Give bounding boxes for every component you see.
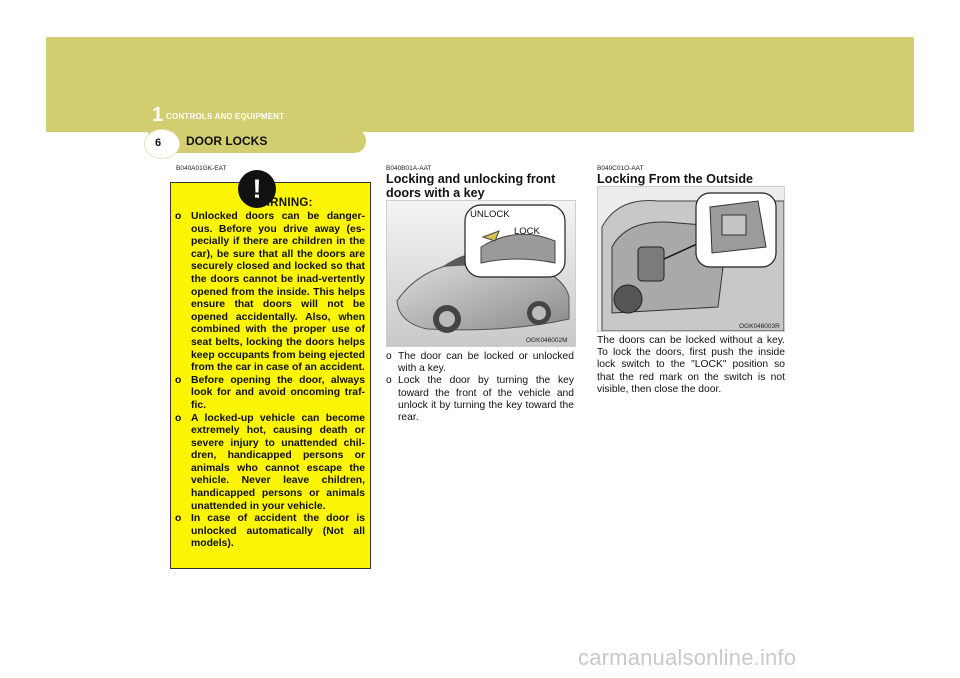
middle-bullets bbox=[386, 351, 574, 424]
warning-item: o Unlocked doors can be danger-ous. Before you drive away (es-pecially if there are children in the car), be sure that all the doors are securely closed and locked so that the doors cannot be inad-vertently opened from the inside. This helps ensure that doors will not be opened accidentally. Also, when combined with the proper use of seat belts, locking the doors helps keep occupants from being ejected from the car in case of an accident. bbox=[175, 211, 365, 374]
middle-code: B040B01A-AAT bbox=[386, 165, 432, 172]
unlock-label: UNLOCK bbox=[470, 209, 510, 220]
warning-code: B040A01GK-EAT bbox=[176, 165, 227, 172]
right-code: B040C01O-AAT bbox=[597, 165, 644, 172]
door-illustration bbox=[598, 187, 784, 331]
right-heading: Locking From the Outside bbox=[597, 172, 754, 186]
warning-title: WARNING: bbox=[251, 197, 313, 209]
chapter-title: CONTROLS AND EQUIPMENT bbox=[166, 112, 285, 121]
list-item: o The door can be locked or unlocked with a key. bbox=[386, 351, 574, 375]
door-switch-figure bbox=[597, 186, 785, 332]
exclamation-icon: ! bbox=[238, 170, 276, 208]
page-number: 6 bbox=[155, 137, 162, 149]
warning-list bbox=[175, 211, 365, 551]
warning-item: o In case of accident the door is unlocked automatically (Not all models). bbox=[175, 513, 365, 550]
lock-label: LOCK bbox=[514, 226, 540, 237]
car-illustration bbox=[387, 201, 575, 346]
warning-item: o A locked-up vehicle can become extremely hot, causing death or severe injury to unattended chil-dren, handicapped persons or animals who cannot escape the vehicle. Never leave children, handicapped persons or animals unattended in your vehicle. bbox=[175, 412, 365, 512]
watermark: carmanualsonline.info bbox=[578, 645, 797, 670]
chapter-number: 1 bbox=[152, 104, 164, 126]
section-title: DOOR LOCKS bbox=[186, 134, 268, 148]
middle-heading: Locking and unlocking front doors with a key bbox=[386, 172, 556, 200]
car-key-figure bbox=[386, 200, 576, 347]
page-number-circle bbox=[144, 129, 180, 159]
right-paragraph: The doors can be locked without a key. To lock the doors, first push the inside lock switch to the "LOCK" position so that the red mark on the switch is not visible, then close the door. bbox=[597, 335, 785, 395]
middle-figure-code: OGK046002M bbox=[526, 337, 568, 344]
list-item: o Lock the door by turning the key toward the front of the vehicle and unlock it by turning the key toward the rear. bbox=[386, 375, 574, 424]
right-figure-code: OGK046003R bbox=[739, 323, 780, 330]
warning-item: o Before opening the door, always look for and avoid oncoming traf-fic. bbox=[175, 374, 365, 411]
